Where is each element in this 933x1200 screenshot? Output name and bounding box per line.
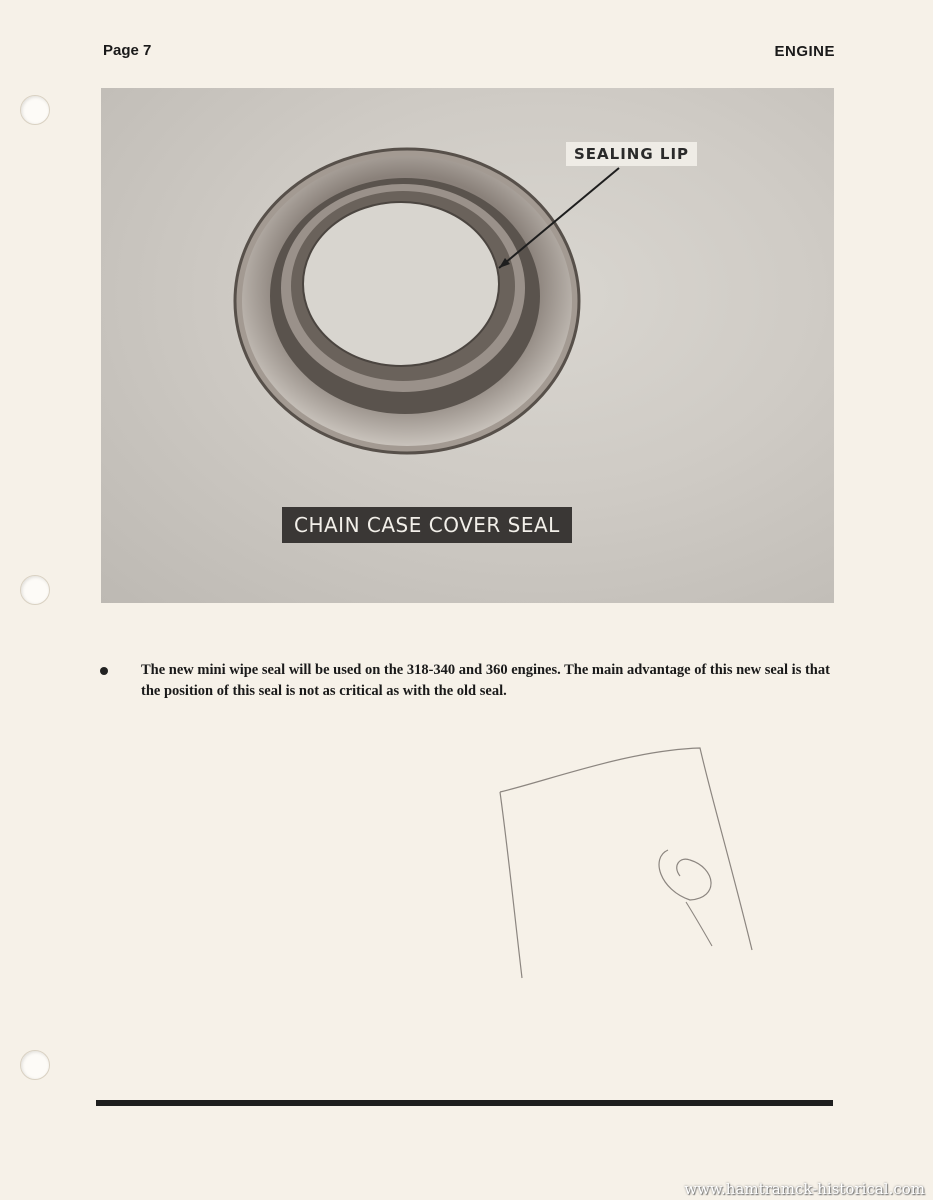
binder-hole-bottom xyxy=(20,1050,50,1080)
seal-photo xyxy=(101,88,834,603)
bullet-text: The new mini wipe seal will be used on the 318-340 and 360 engines. The main advantage of this new seal is that the position of this seal is not as critical as with the old seal. xyxy=(141,662,830,699)
bullet-marker xyxy=(100,667,108,675)
binder-hole-middle xyxy=(20,575,50,605)
watermark: www.hamtramck-historical.com xyxy=(684,1180,925,1198)
footer-rule xyxy=(96,1100,833,1106)
section-title: ENGINE xyxy=(774,43,835,60)
binder-hole-top xyxy=(20,95,50,125)
page-number: Page 7 xyxy=(103,42,152,59)
figure-caption: CHAIN CASE COVER SEAL xyxy=(282,507,572,543)
bullet-item xyxy=(100,660,842,702)
sealing-lip-callout: SEALING LIP xyxy=(566,142,697,166)
pencil-sketch xyxy=(490,740,760,990)
